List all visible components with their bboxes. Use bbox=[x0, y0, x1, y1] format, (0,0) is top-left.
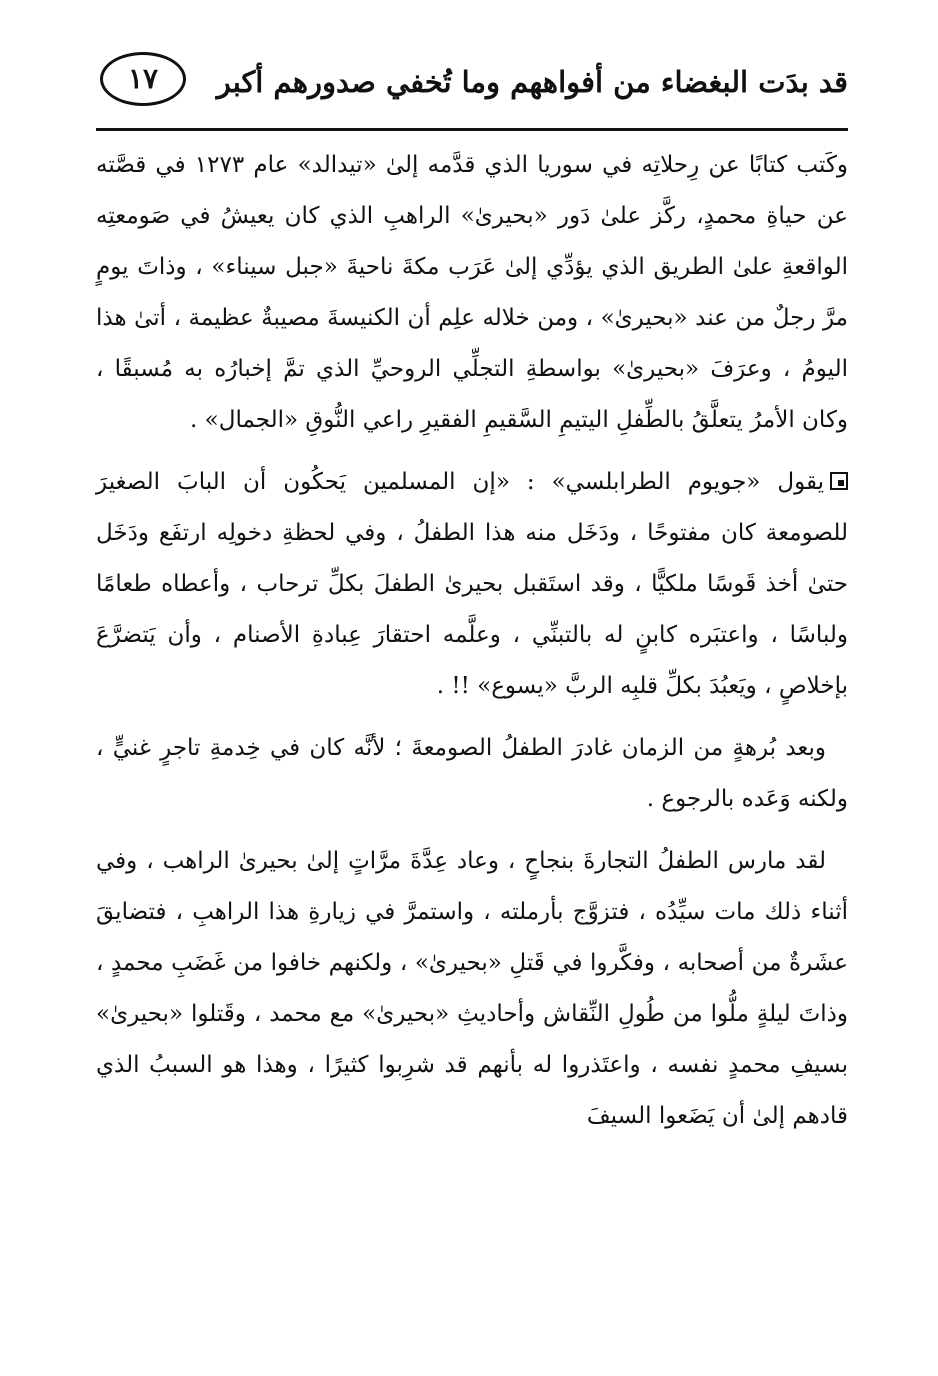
paragraph: لقد مارس الطفلُ التجارةَ بنجاحٍ ، وعاد عِدَّةَ مرَّاتٍ إلىٰ بحيرىٰ الراهب ، وفي أثناء ذلك مات سيِّدُه ، فتزوَّج بأرملته ، واستمرَّ في زيارةِ هذا الراهبِ ، فتضايقَ عشَرةٌ من أصحابه ، وفكَّروا في قَتلِ «بحيرىٰ» ، ولكنهم خافوا من غَضَبِ محمدٍ ، وذاتَ ليلةٍ ملُّوا من طُولِ النِّقاش وأحاديثِ «بحيرىٰ» مع محمد ، وقَتلوا «بحيرىٰ» بسيفِ محمدٍ نفسه ، واعتَذروا له بأنهم قد شرِبوا كثيرًا ، وهذا هو السببُ الذي قادهم إلىٰ أن يَضَعوا السيفَ bbox=[96, 848, 848, 1129]
running-title: قد بدَت البغضاء من أفواههم وما تُخفي صدورهم أكبر bbox=[216, 65, 848, 99]
page-number-badge bbox=[100, 52, 186, 106]
body-text bbox=[96, 140, 848, 1153]
square-bullet-icon bbox=[830, 472, 848, 490]
paragraph-text: يقول «جويوم الطرابلسي» : «إن المسلمين يَحكُون أن البابَ الصغيرَ للصومعة كان مفتوحًا ، ودَخَل منه هذا الطفلُ ، وفي لحظةِ دخولِه ارتفَع ودَخَل حتىٰ أخذ قَوسًا ملكيًّا ، وقد استَقبل بحيرىٰ الطفلَ بكلِّ ترحاب ، وأعطاه طعامًا ولباسًا ، واعتبَره كابنٍ له بالتبنِّي ، وعلَّمه احتقارَ عِبادةِ الأصنام ، وأن يَتضرَّعَ بإخلاصٍ ، ويَعبُدَ بكلِّ قلبِه الربَّ «يسوع» !! . bbox=[96, 469, 848, 699]
paragraph: وكَتب كتابًا عن رِحلاتِه في سوريا الذي قدَّمه إلىٰ «تيدالد» عام ١٢٧٣ في قصَّته عن حياةِ محمدٍ، ركَّز علىٰ دَور «بحيرىٰ» الراهبِ الذي كان يعيشُ في صَومعتِه الواقعةِ علىٰ الطريق الذي يؤدِّي إلىٰ عَرَب مكةَ ناحيةَ «جبل سيناء» ، وذاتَ يومٍ مرَّ رجلٌ من عند «بحيرىٰ» ، ومن خلاله علِم أن الكنيسةَ مصيبةٌ عظيمة ، أتىٰ هذا اليومُ ، وعرَفَ «بحيرىٰ» بواسطةِ التجلِّي الروحيِّ الذي تمَّ إخبارُه به مُسبقًا ، وكان الأمرُ يتعلَّقُ بالطِّفلِ اليتيمِ السَّقيمِ الفقيرِ راعي النُّوقِ «الجمال» . bbox=[96, 152, 848, 433]
quote-paragraph bbox=[96, 457, 848, 712]
page-number: ١٧ bbox=[127, 62, 159, 95]
header-divider bbox=[96, 128, 848, 131]
page-header bbox=[96, 52, 848, 122]
paragraph: وبعد بُرهةٍ من الزمان غادرَ الطفلُ الصومعةَ ؛ لأنَّه كان في خِدمةِ تاجرٍ غنيٍّ ، ولكنه وَعَده بالرجوع . bbox=[96, 735, 848, 812]
